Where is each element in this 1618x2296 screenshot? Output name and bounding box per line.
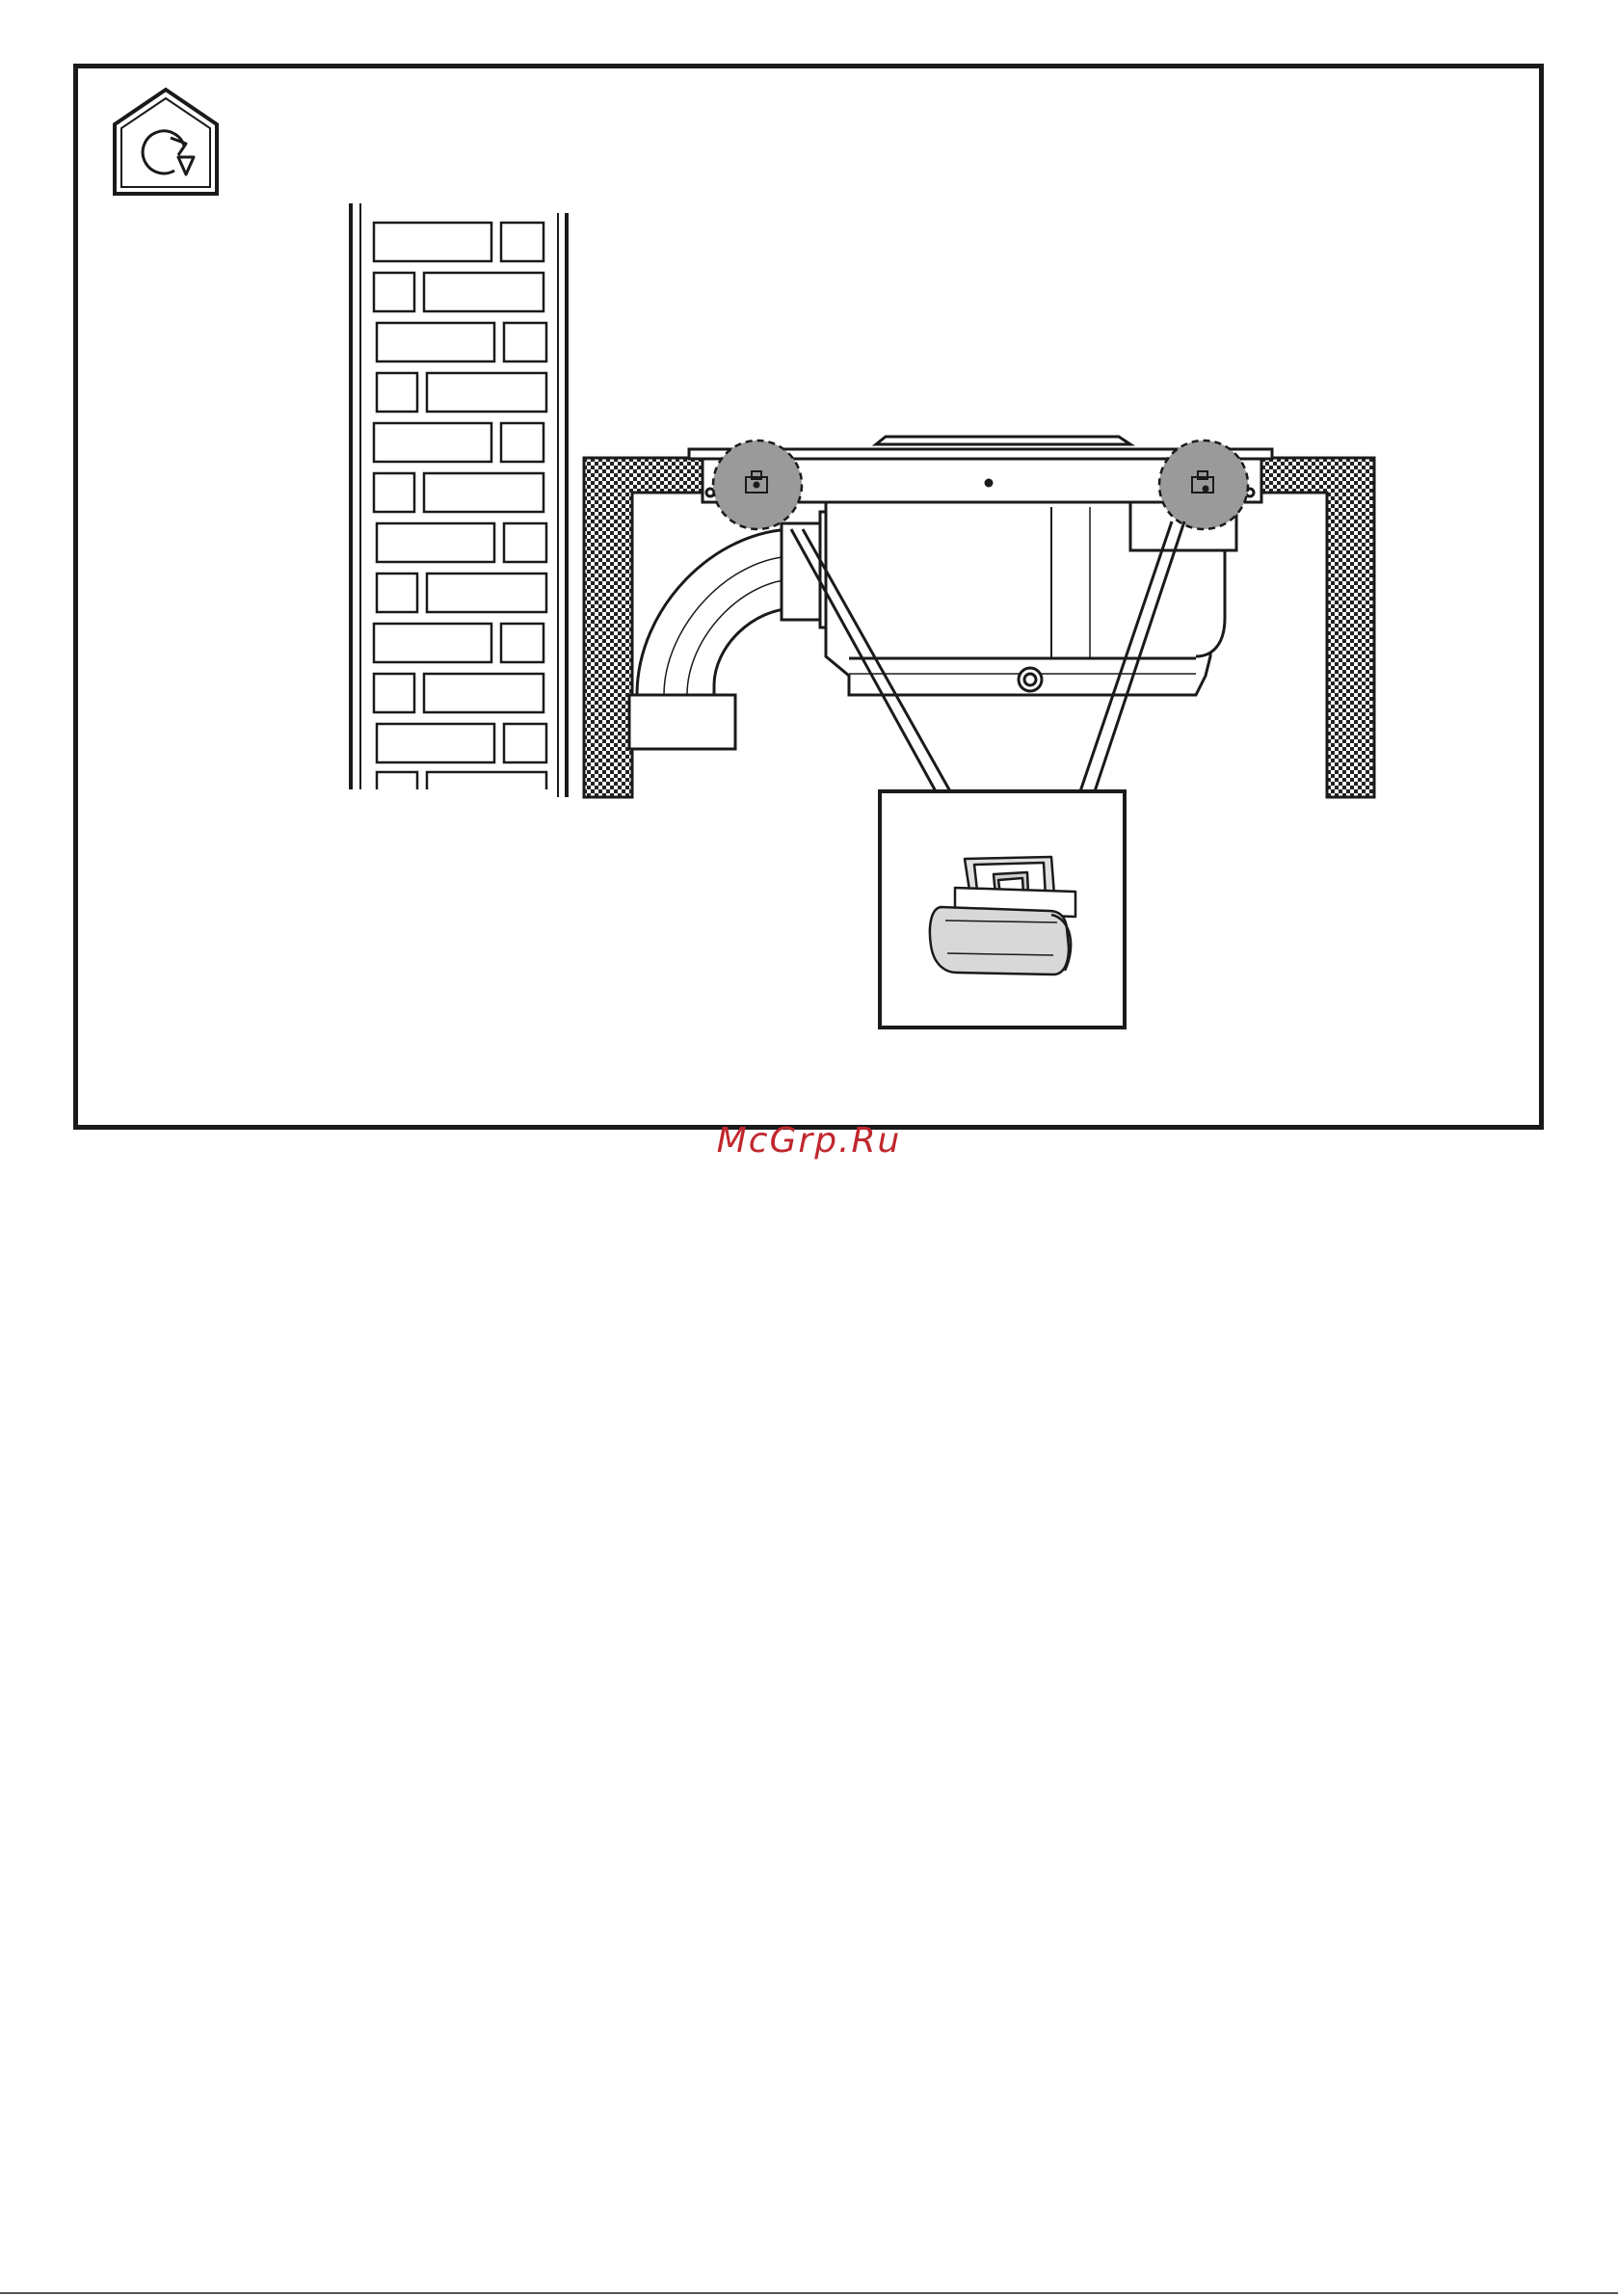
page-bottom-rule <box>0 2292 1618 2294</box>
clip-detail-right <box>1159 441 1248 529</box>
clip-detail-left <box>713 441 802 529</box>
duct-elbow <box>629 512 839 749</box>
brick-wall <box>351 203 567 797</box>
watermark: McGrp.Ru <box>716 1121 902 1161</box>
callout-inset <box>880 791 1125 1028</box>
house-rotate-icon <box>115 90 217 194</box>
ceiling-cutout-right <box>1260 458 1374 797</box>
figure-frame <box>73 64 1544 1130</box>
